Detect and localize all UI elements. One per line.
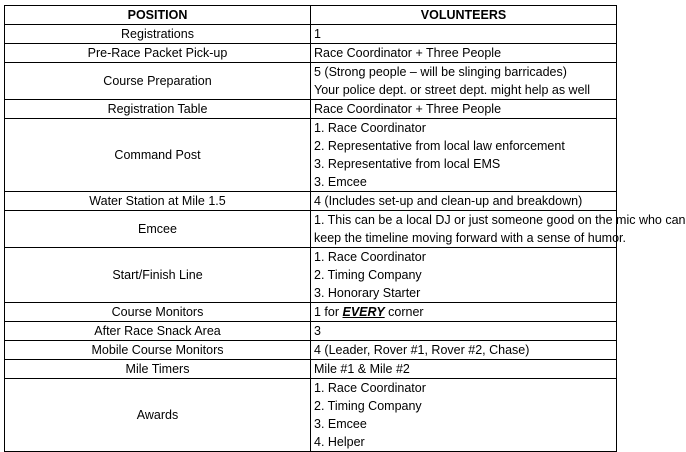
table-row xyxy=(5,322,617,341)
volunteers-line: 3. Honorary Starter xyxy=(314,286,421,300)
volunteers-line: 4 (Leader, Rover #1, Rover #2, Chase) xyxy=(314,343,530,357)
volunteers-line: keep the timeline moving forward with a sense of humor. xyxy=(314,231,626,245)
volunteers-cell xyxy=(311,211,686,248)
volunteers-cell xyxy=(311,192,617,211)
volunteers-cell xyxy=(311,25,617,44)
position-cell: Command Post xyxy=(5,119,311,192)
volunteers-line: 3 xyxy=(314,324,321,338)
table-row xyxy=(5,211,617,248)
volunteers-line: 2. Timing Company xyxy=(314,399,422,413)
volunteers-cell xyxy=(311,360,617,379)
volunteers-cell xyxy=(311,44,617,63)
position-cell: Course Monitors xyxy=(5,303,311,322)
volunteers-line: Race Coordinator + Three People xyxy=(314,102,502,116)
volunteers-cell xyxy=(311,248,617,303)
table-row xyxy=(5,248,617,303)
volunteers-cell xyxy=(311,379,617,452)
volunteer-table xyxy=(4,5,686,452)
table-row xyxy=(5,341,617,360)
volunteers-cell xyxy=(311,119,617,192)
volunteers-line: 1. Race Coordinator xyxy=(314,121,426,135)
table-row xyxy=(5,25,617,44)
volunteers-line: 5 (Strong people – will be slinging barricades) xyxy=(314,65,567,79)
volunteers-cell xyxy=(311,322,617,341)
table-row xyxy=(5,303,617,322)
volunteers-line: 3. Emcee xyxy=(314,417,367,431)
volunteers-line: 2. Timing Company xyxy=(314,268,422,282)
volunteers-header: VOLUNTEERS xyxy=(311,6,617,25)
table-row xyxy=(5,192,617,211)
table-row xyxy=(5,360,617,379)
position-cell: Mobile Course Monitors xyxy=(5,341,311,360)
volunteers-suffix: corner xyxy=(384,305,424,319)
table-row xyxy=(5,100,617,119)
volunteers-emphasis: EVERY xyxy=(342,305,385,319)
position-cell: Registrations xyxy=(5,25,311,44)
volunteers-cell xyxy=(311,100,617,119)
volunteers-line: Race Coordinator + Three People xyxy=(314,46,502,60)
table-row xyxy=(5,63,617,100)
volunteers-line: 1 xyxy=(314,27,321,41)
volunteers-line: 3. Representative from local EMS xyxy=(314,157,501,171)
volunteers-cell xyxy=(311,303,617,322)
volunteers-line: 3. Emcee xyxy=(314,175,367,189)
table-header-row xyxy=(5,6,617,25)
position-cell: Start/Finish Line xyxy=(5,248,311,303)
volunteers-line: 1. This can be a local DJ or just someone good on the mic who can xyxy=(314,213,686,227)
table-row xyxy=(5,379,617,452)
volunteers-cell xyxy=(311,63,617,100)
position-header: POSITION xyxy=(5,6,311,25)
volunteers-line: Your police dept. or street dept. might help as well xyxy=(314,83,591,97)
position-cell: Awards xyxy=(5,379,311,452)
position-cell: Water Station at Mile 1.5 xyxy=(5,192,311,211)
position-cell: After Race Snack Area xyxy=(5,322,311,341)
volunteers-line: 4. Helper xyxy=(314,435,365,449)
table-row xyxy=(5,119,617,192)
volunteers-line: 2. Representative from local law enforcement xyxy=(314,139,565,153)
volunteers-line: 4 (Includes set-up and clean-up and breakdown) xyxy=(314,194,583,208)
position-cell: Mile Timers xyxy=(5,360,311,379)
position-cell: Registration Table xyxy=(5,100,311,119)
volunteers-line: 1. Race Coordinator xyxy=(314,381,426,395)
position-cell: Pre-Race Packet Pick-up xyxy=(5,44,311,63)
volunteers-line: 1. Race Coordinator xyxy=(314,250,426,264)
volunteers-line: Mile #1 & Mile #2 xyxy=(314,362,410,376)
volunteers-cell xyxy=(311,341,617,360)
volunteers-prefix: 1 for xyxy=(314,305,343,319)
position-cell: Course Preparation xyxy=(5,63,311,100)
position-cell: Emcee xyxy=(5,211,311,248)
table-row xyxy=(5,44,617,63)
